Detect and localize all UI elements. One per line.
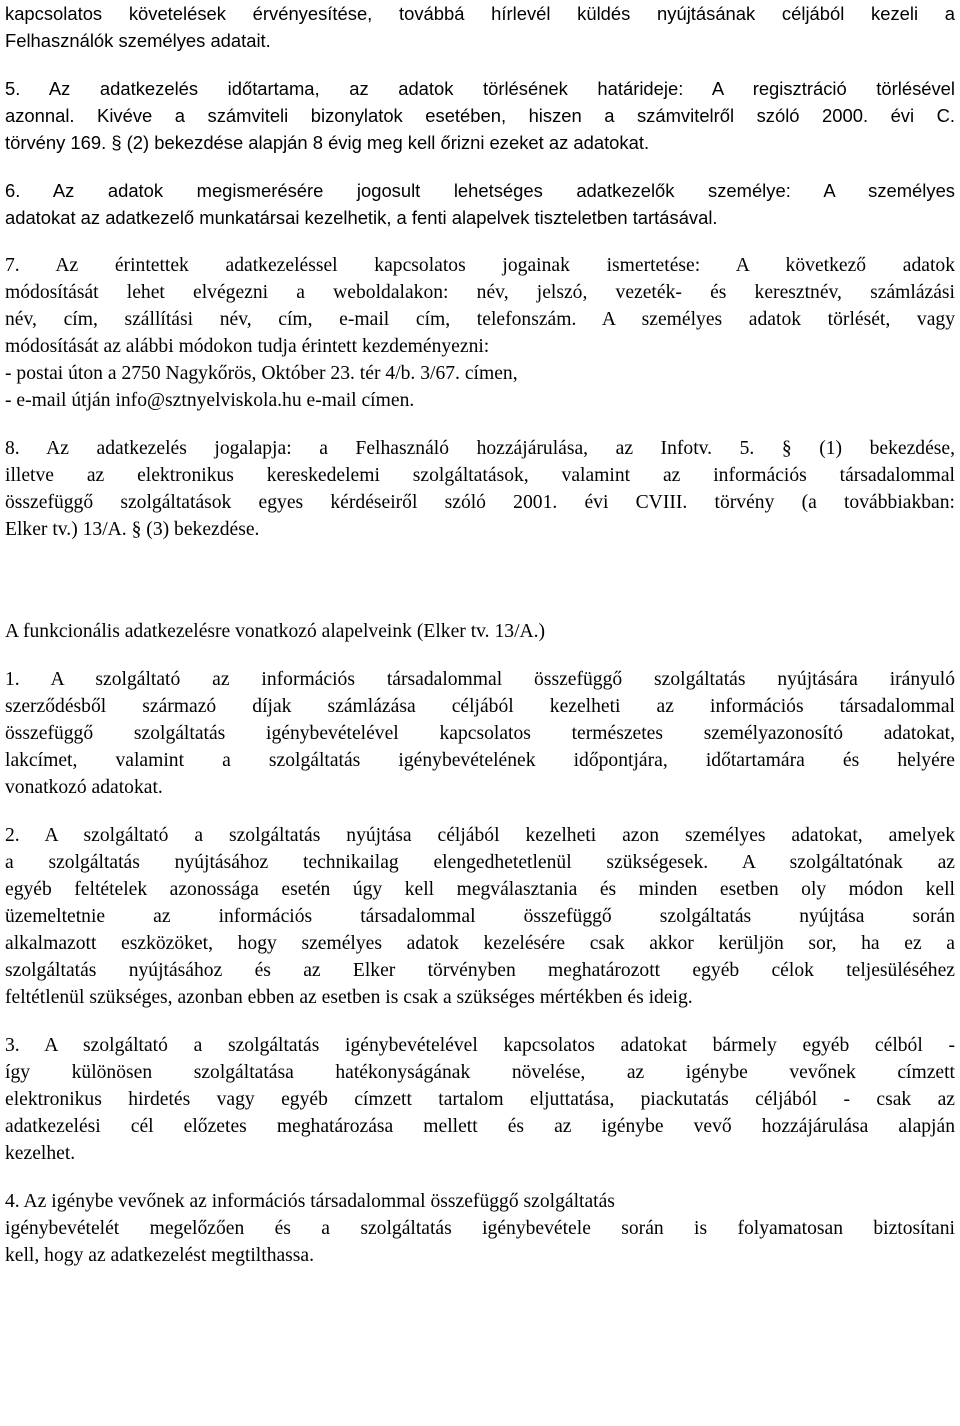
list-item-email: - e-mail útján info@sztnyelviskola.hu e-mail címen. — [5, 390, 415, 411]
text-line: 7. Az érintettek adatkezeléssel kapcsolatos jogainak ismertetése: A következő adatok — [5, 255, 955, 276]
text-line: név, cím, szállítási név, cím, e-mail cím, telefonszám. A személyes adatok törlését, vagy — [5, 309, 955, 330]
text-line: módosítását lehet elvégezni a weboldalakon: név, jelszó, vezeték- és keresztnév, számlázási — [5, 282, 955, 303]
text-line: illetve az elektronikus kereskedelemi szolgáltatások, valamint az információs társadalommal — [5, 465, 955, 486]
text-line: alkalmazott eszközöket, hogy személyes adatok kezelésére csak akkor kerüljön sor, ha ez a — [5, 933, 955, 954]
text-line: Felhasználók személyes adatait. — [5, 30, 271, 51]
text-line: a szolgáltatás nyújtásához technikailag elengedhetetlenül szükségesek. A szolgáltatónak az — [5, 852, 955, 873]
text-line: 2. A szolgáltató a szolgáltatás nyújtása céljából kezelheti azon személyes adatokat, amelyek — [5, 825, 955, 846]
principle-3 — [5, 1032, 955, 1167]
text-line: szolgáltatás nyújtásához és az Elker törvényben meghatározott egyéb célok teljesüléséhez — [5, 960, 955, 981]
text-line: igénybevételét megelőzően és a szolgáltatás igénybevétele során is folyamatosan biztosítani — [5, 1218, 955, 1239]
paragraph-7 — [5, 252, 955, 414]
text-line: szerződésből származó díjak számlázása céljából kezelheti az információs társadalommal — [5, 696, 955, 717]
text-line: 6. Az adatok megismerésére jogosult lehetséges adatkezelők személye: A személyes — [5, 180, 955, 201]
text-line: adatokat az adatkezelő munkatársai kezelhetik, a fenti alapelvek tiszteletben tartásával. — [5, 207, 718, 228]
paragraph-8 — [5, 435, 955, 543]
paragraph-5 — [5, 75, 955, 156]
text-line: 8. Az adatkezelés jogalapja: a Felhasználó hozzájárulása, az Infotv. 5. § (1) bekezdése, — [5, 438, 955, 459]
text-line: 3. A szolgáltató a szolgáltatás igénybevételével kapcsolatos adatokat bármely egyéb célból - — [5, 1035, 955, 1056]
text-line: egyéb feltételek azonossága esetén úgy kell megválasztania és minden esetben oly módon kell — [5, 879, 955, 900]
text-line: módosítását az alábbi módokon tudja érintett kezdeményezni: — [5, 336, 490, 357]
paragraph-4-continuation — [5, 0, 955, 54]
text-line: 1. A szolgáltató az információs társadalommal összefüggő szolgáltatás nyújtására irányuló — [5, 669, 955, 690]
text-line: feltétlenül szükséges, azonban ebben az esetben is csak a szükséges mértékben és ideig. — [5, 987, 693, 1008]
section-heading-text: A funkcionális adatkezelésre vonatkozó alapelveink (Elker tv. 13/A.) — [5, 621, 546, 642]
section-heading — [5, 618, 955, 645]
text-line: kapcsolatos követelések érvényesítése, továbbá hírlevél küldés nyújtásának céljából kezeli a — [5, 3, 955, 24]
text-line: üzemeltetnie az információs társadalommal összefüggő szolgáltatás nyújtása során — [5, 906, 955, 927]
list-item-postal: - postai úton a 2750 Nagykőrös, Október 23. tér 4/b. 3/67. címen, — [5, 363, 518, 384]
principle-2 — [5, 822, 955, 1011]
text-line: Elker tv.) 13/A. § (3) bekezdése. — [5, 519, 260, 540]
principle-1 — [5, 666, 955, 801]
text-line: összefüggő szolgáltatás igénybevételével kapcsolatos természetes személyazonosító adatokat, — [5, 723, 955, 744]
text-line: vonatkozó adatokat. — [5, 777, 163, 798]
text-line: 5. Az adatkezelés időtartama, az adatok törlésének határideje: A regisztráció törlésével — [5, 78, 955, 99]
text-line: lakcímet, valamint a szolgáltatás igénybevételének időpontjára, időtartamára és helyére — [5, 750, 955, 771]
text-line: 4. Az igénybe vevőnek az információs társadalommal összefüggő szolgáltatás — [5, 1191, 615, 1212]
paragraph-6 — [5, 177, 955, 231]
document-page — [5, 0, 955, 1269]
text-line: összefüggő szolgáltatások egyes kérdéseiről szóló 2001. évi CVIII. törvény (a továbbiakban: — [5, 492, 955, 513]
text-line: így különösen szolgáltatása hatékonyságának növelése, az igénybe vevőnek címzett — [5, 1062, 955, 1083]
principle-4 — [5, 1188, 955, 1269]
text-line: elektronikus hirdetés vagy egyéb címzett tartalom eljuttatása, piackutatás céljából - csak az — [5, 1089, 955, 1110]
text-line: azonnal. Kivéve a számviteli bizonylatok esetében, hiszen a számvitelről szóló 2000. évi C. — [5, 105, 955, 126]
text-line: adatkezelési cél előzetes meghatározása mellett és az igénybe vevő hozzájárulása alapján — [5, 1116, 955, 1137]
text-line: kell, hogy az adatkezelést megtilthassa. — [5, 1245, 315, 1266]
text-line: törvény 169. § (2) bekezdése alapján 8 évig meg kell őrizni ezeket az adatokat. — [5, 132, 650, 153]
text-line: kezelhet. — [5, 1143, 76, 1164]
